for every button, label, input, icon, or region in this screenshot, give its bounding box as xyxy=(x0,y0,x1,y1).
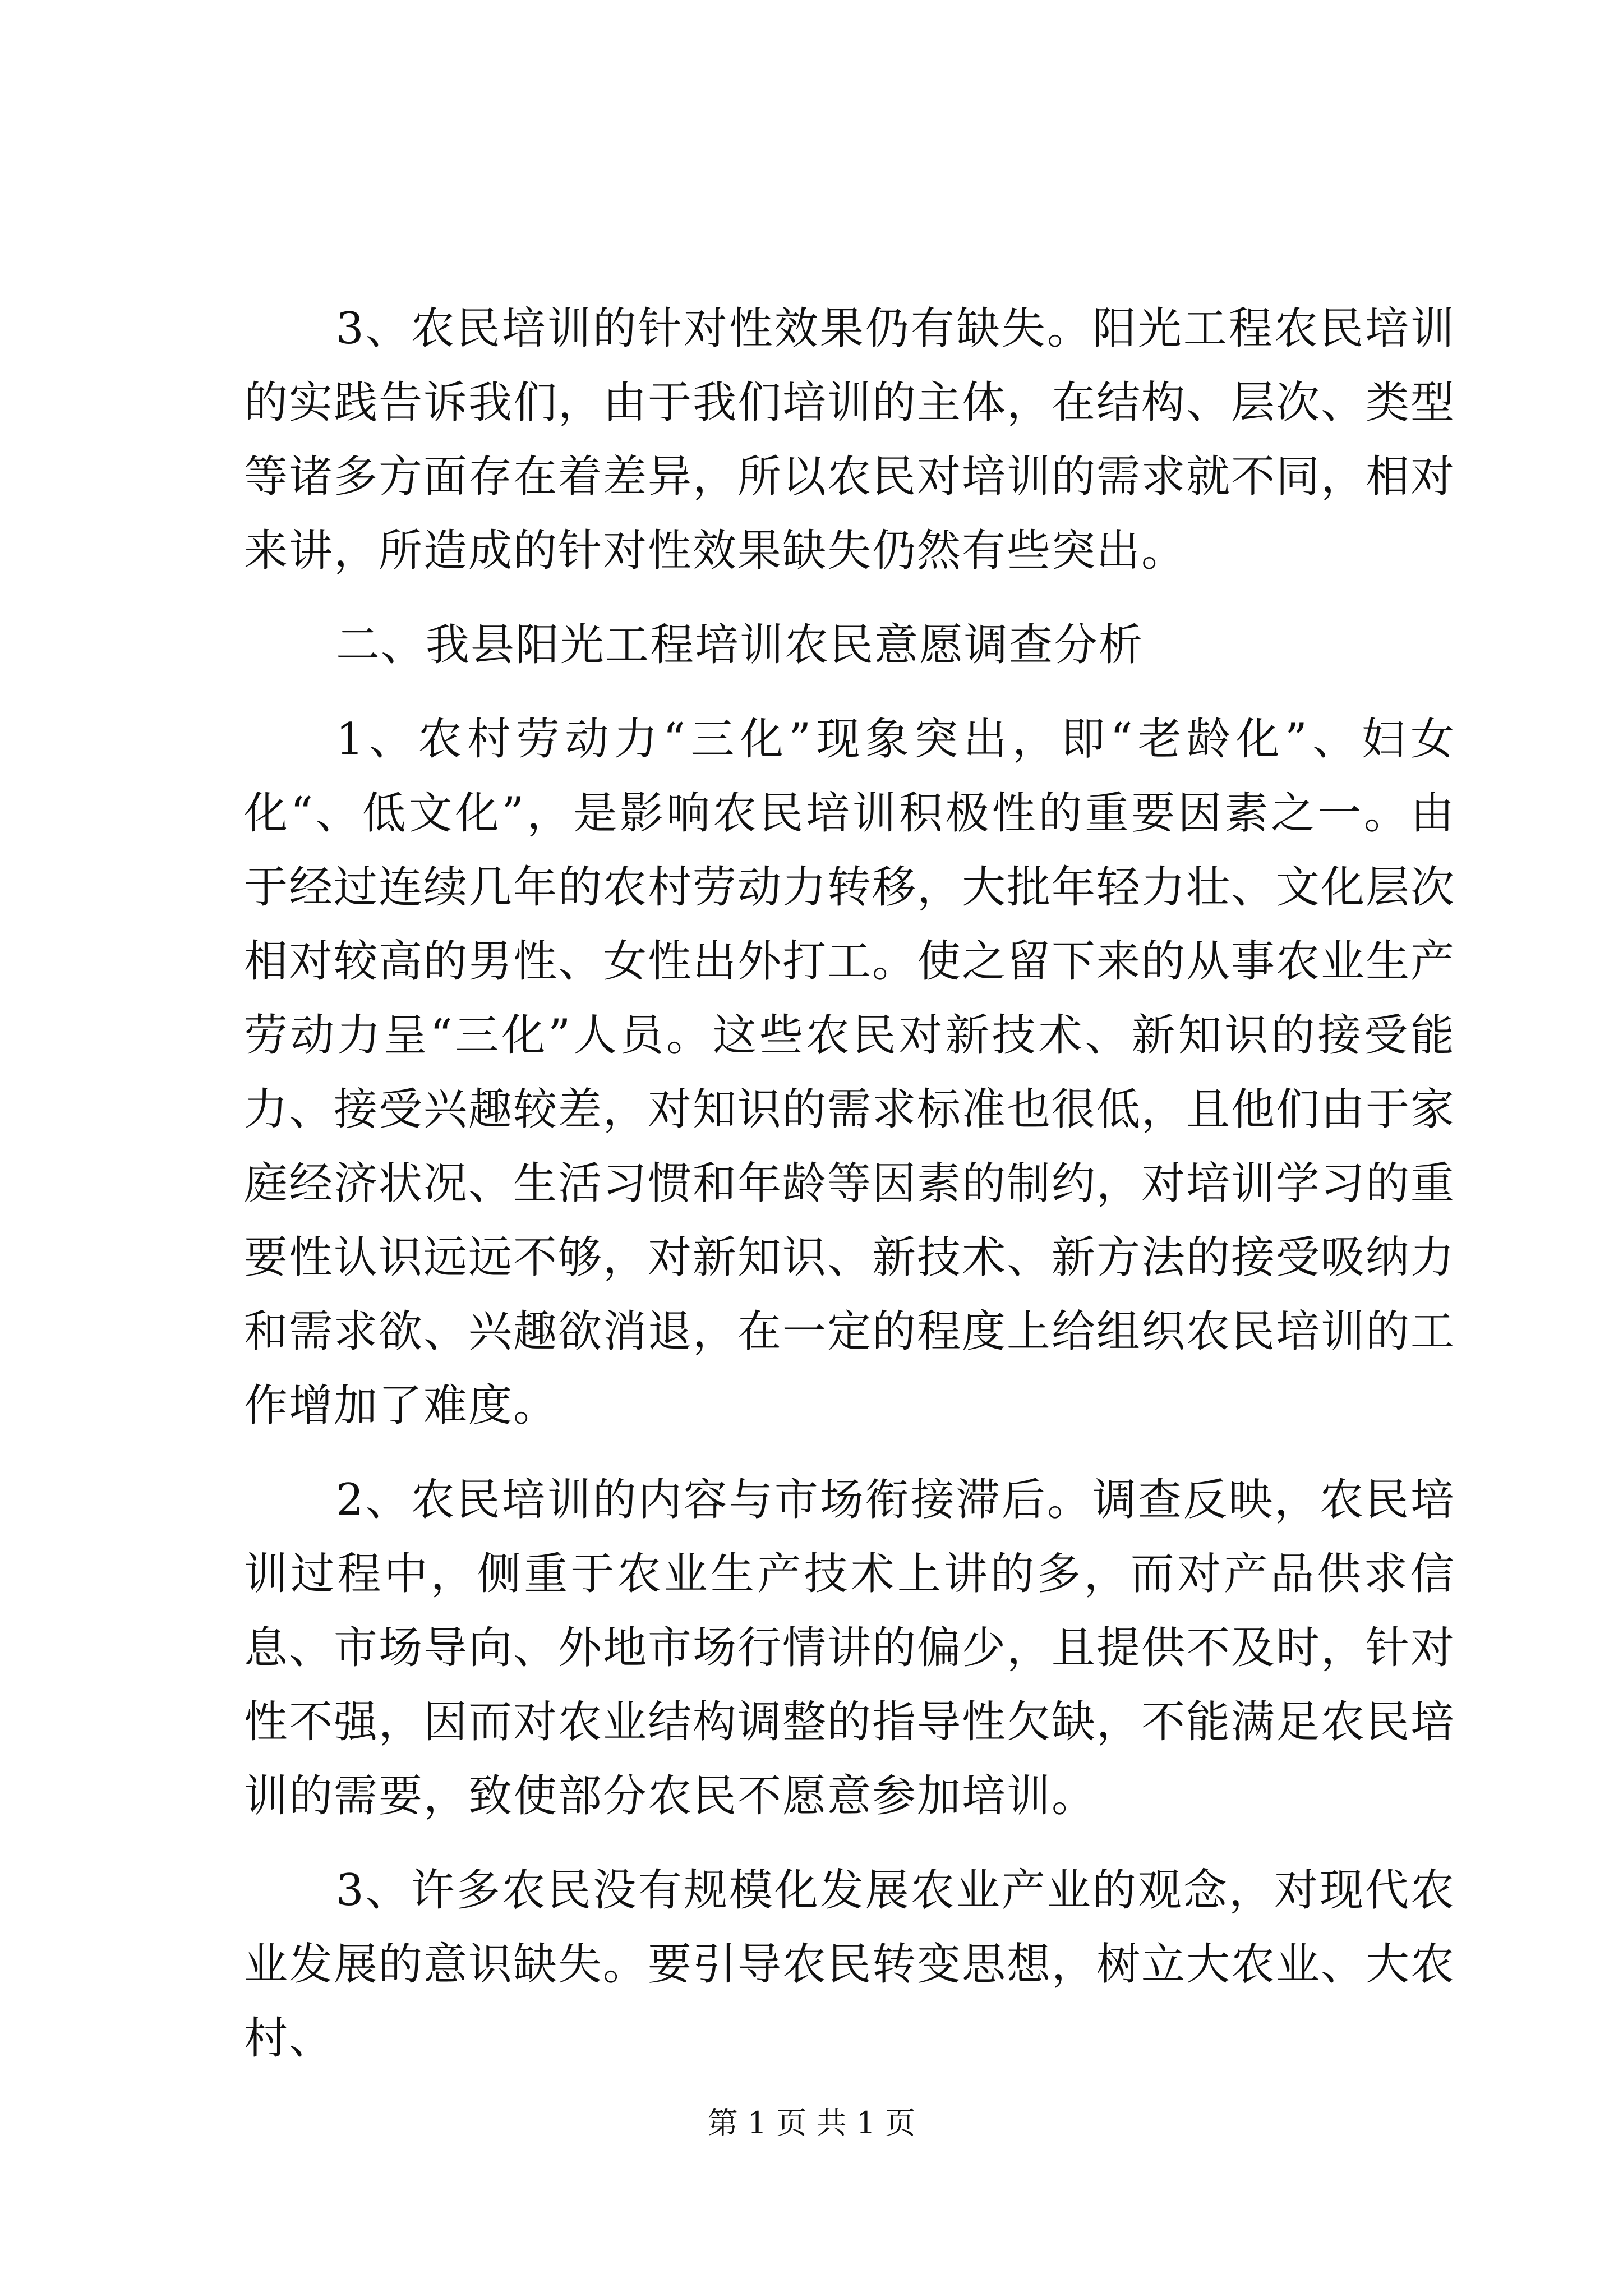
page-footer: 第 1 页 共 1 页 xyxy=(707,2105,916,2141)
section-heading: 二、我县阳光工程培训农民意愿调查分析 xyxy=(336,620,1144,670)
paragraph-3: 2、农民培训的内容与市场衔接滞后。调查反映，农民培训过程中，侧重于农业生产技术上讲的多，而对产品供求信息、市场导向、外地市场行情讲的偏少，且提供不及时，针对性不强，因而对农业结构调整的指导性欠缺，不能满足农民培训的需要，致使部分农民不愿意参加培训。 xyxy=(244,1475,1456,1821)
paragraph-2: 1、农村劳动力“三化”现象突出，即“老龄化”、妇女化“、低文化”，是影响农民培训积极性的重要因素之一。由于经过连续几年的农村劳动力转移，大批年轻力壮、文化层次相对较高的男性、女性出外打工。使之留下来的从事农业生产劳动力呈“三化”人员。这些农民对新技术、新知识的接受能力、接受兴趣较差，对知识的需求标准也很低，且他们由于家庭经济状况、生活习惯和年龄等因素的制约，对培训学习的重要性认识远远不够，对新知识、新技术、新方法的接受吸纳力和需求欲、兴趣欲消退，在一定的程度上给组织农民培训的工作增加了难度。 xyxy=(244,714,1456,1431)
document-body xyxy=(244,292,1455,2096)
paragraph-4: 3、许多农民没有规模化发展农业产业的观念，对现代农业发展的意识缺失。要引导农民转变思想，树立大农业、大农村、 xyxy=(244,1865,1456,2064)
paragraph-1: 3、农民培训的针对性效果仍有缺失。阳光工程农民培训的实践告诉我们，由于我们培训的主体，在结构、层次、类型等诸多方面存在着差异，所以农民对培训的需求就不同，相对来讲，所造成的针对性效果缺失仍然有些突出。 xyxy=(244,303,1456,576)
